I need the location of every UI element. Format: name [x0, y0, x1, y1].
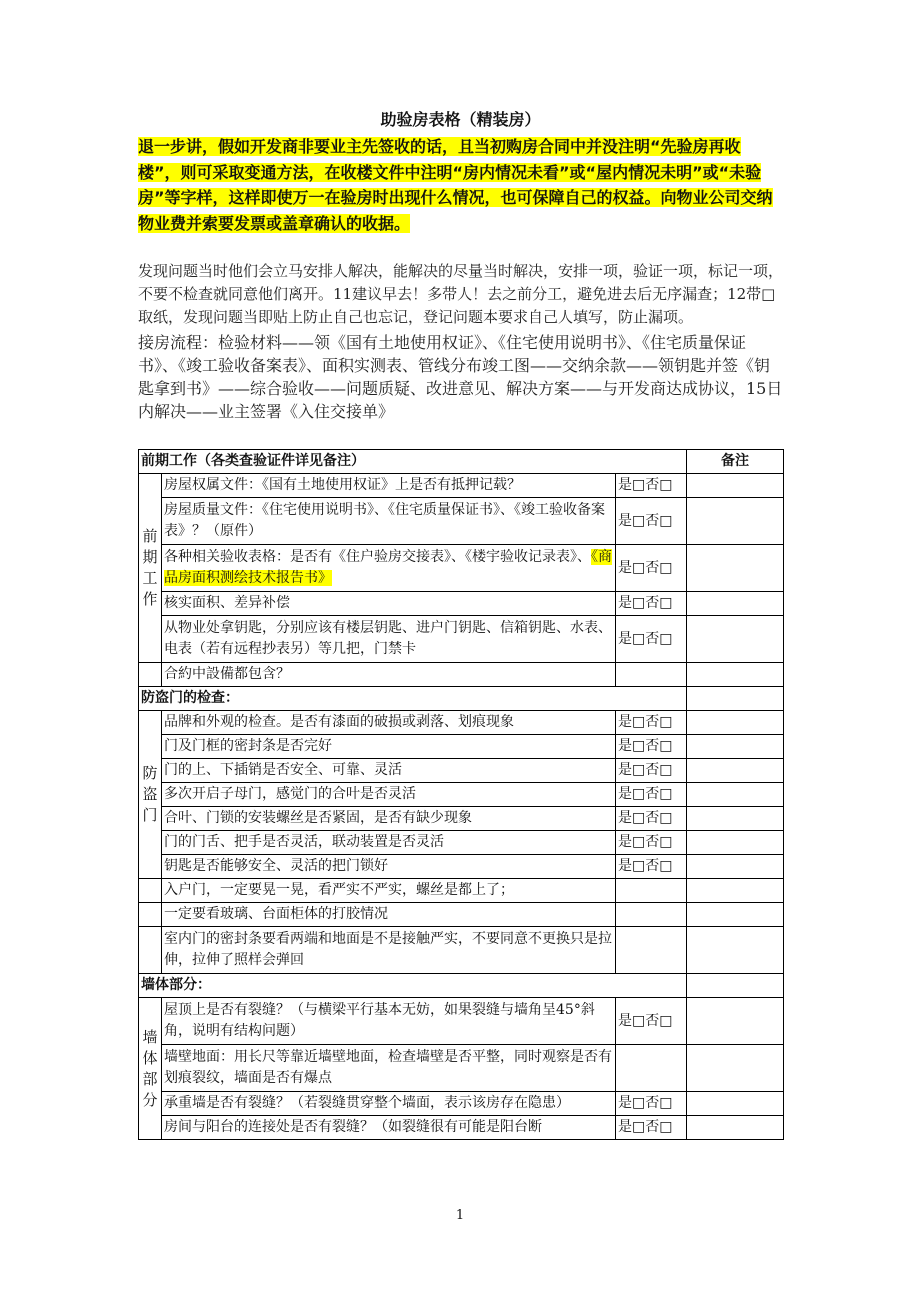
- remark-cell[interactable]: [687, 855, 784, 879]
- empty-cell: [139, 879, 162, 903]
- highlighted-report-name: 《商品房面积测绘技术报告书》: [164, 549, 612, 586]
- empty-cell: [139, 927, 162, 974]
- group-label-walls: 墙 体 部 分: [139, 998, 162, 1140]
- remark-cell[interactable]: [687, 592, 784, 616]
- check-item: 一定要看玻璃、台面柜体的打胶情况: [162, 903, 616, 927]
- remark-cell[interactable]: [687, 687, 784, 711]
- remark-cell[interactable]: [687, 545, 784, 592]
- remark-cell[interactable]: [687, 616, 784, 663]
- check-item: 合約中設備都包含？: [162, 663, 616, 687]
- remark-header: 备注: [687, 450, 784, 474]
- yes-no-checkbox[interactable]: 是□否□: [616, 759, 687, 783]
- section-header-walls: 墙体部分：: [139, 974, 687, 998]
- remark-cell[interactable]: [687, 807, 784, 831]
- yes-no-checkbox[interactable]: 是□否□: [616, 998, 687, 1045]
- yes-no-checkbox[interactable]: 是□否□: [616, 831, 687, 855]
- yes-no-checkbox[interactable]: 是□否□: [616, 855, 687, 879]
- check-item: 房屋权属文件：《国有土地使用权证》上是否有抵押记载？: [162, 474, 616, 498]
- check-item: 承重墙是否有裂缝？（若裂缝贯穿整个墙面，表示该房存在隐患）: [162, 1092, 616, 1116]
- check-item: 门及门框的密封条是否完好: [162, 735, 616, 759]
- remark-cell[interactable]: [687, 783, 784, 807]
- remark-cell[interactable]: [687, 1045, 784, 1092]
- check-item: 合叶、门锁的安装螺丝是否紧固，是否有缺少现象: [162, 807, 616, 831]
- check-item: 品牌和外观的检查。是否有漆面的破损或剥落、划痕现象: [162, 711, 616, 735]
- section-header-security-door: 防盗门的检查：: [139, 687, 687, 711]
- group-label-preliminary: 前 期 工 作: [139, 474, 162, 663]
- remark-cell[interactable]: [687, 1092, 784, 1116]
- document-body: [138, 108, 783, 423]
- group-label-security-door: 防 盗 门: [139, 711, 162, 879]
- empty-cell[interactable]: [616, 927, 687, 974]
- check-item: 房间与阳台的连接处是否有裂缝？（如裂缝很有可能是阳台断: [162, 1116, 616, 1140]
- highlighted-notice: [138, 134, 783, 236]
- empty-cell[interactable]: [616, 903, 687, 927]
- remark-cell[interactable]: [687, 831, 784, 855]
- yes-no-checkbox[interactable]: 是□否□: [616, 783, 687, 807]
- remark-cell[interactable]: [687, 1116, 784, 1140]
- yes-no-checkbox[interactable]: 是□否□: [616, 711, 687, 735]
- check-item: 墙壁地面：用长尺等靠近墙壁地面，检查墙壁是否平整，同时观察是否有划痕裂纹，墙面是否有爆点: [162, 1045, 616, 1092]
- check-item: 门的上、下插销是否安全、可靠、灵活: [162, 759, 616, 783]
- yes-no-checkbox[interactable]: 是□否□: [616, 545, 687, 592]
- check-item: 核实面积、差异补偿: [162, 592, 616, 616]
- check-item: 多次开启子母门，感觉门的合叶是否灵活: [162, 783, 616, 807]
- remark-cell[interactable]: [687, 998, 784, 1045]
- section-header-preliminary: 前期工作（各类查验证件详见备注）: [139, 450, 687, 474]
- empty-cell[interactable]: [616, 879, 687, 903]
- check-item: 屋顶上是否有裂缝？（与横梁平行基本无妨，如果裂缝与墙角呈45°斜角，说明有结构问题）: [162, 998, 616, 1045]
- remark-cell[interactable]: [687, 735, 784, 759]
- document-title: 助验房表格（精装房）: [380, 110, 541, 129]
- empty-cell[interactable]: [616, 663, 687, 687]
- yes-no-checkbox[interactable]: 是□否□: [616, 807, 687, 831]
- yes-no-checkbox[interactable]: 是□否□: [616, 1092, 687, 1116]
- check-item: 门的门舌、把手是否灵活，联动装置是否灵活: [162, 831, 616, 855]
- remark-cell[interactable]: [687, 498, 784, 545]
- empty-cell: [139, 903, 162, 927]
- page-number: 1: [455, 1208, 465, 1223]
- remark-cell[interactable]: [687, 927, 784, 974]
- remark-cell[interactable]: [687, 879, 784, 903]
- check-item: 各种相关验收表格：是否有《住户验房交接表》、《楼宇验收记录表》、《商品房面积测绘技术报告书》: [162, 545, 616, 592]
- remark-cell[interactable]: [687, 663, 784, 687]
- notice-text: 退一步讲，假如开发商非要业主先签收的话，且当初购房合同中并没注明“先验房再收楼”，则可采取变通方法，在收楼文件中注明“房内情况未看”或“屋内情况未明”或“未验房”等字样，这样即使万一在验房时出现什么情况，也可保障自己的权益。向物业公司交纳物业费并索要发票或盖章确认的收据。: [138, 137, 773, 233]
- yes-no-checkbox[interactable]: 是□否□: [616, 498, 687, 545]
- empty-cell[interactable]: [616, 1045, 687, 1092]
- yes-no-checkbox[interactable]: 是□否□: [616, 592, 687, 616]
- check-item: 从物业处拿钥匙，分别应该有楼层钥匙、进户门钥匙、信箱钥匙、水表、电表（若有远程抄表另）等几把，门禁卡: [162, 616, 616, 663]
- yes-no-checkbox[interactable]: 是□否□: [616, 735, 687, 759]
- yes-no-checkbox[interactable]: 是□否□: [616, 616, 687, 663]
- remark-cell[interactable]: [687, 474, 784, 498]
- empty-cell: [139, 663, 162, 687]
- check-item: 入户门，一定要晃一晃，看严实不严实，螺丝是都上了；: [162, 879, 616, 903]
- inspection-table: [138, 449, 784, 1140]
- remark-cell[interactable]: [687, 903, 784, 927]
- yes-no-checkbox[interactable]: 是□否□: [616, 1116, 687, 1140]
- check-item: 室内门的密封条要看两端和地面是不是接触严实，不要同意不更换只是拉伸，拉伸了照样会弹回: [162, 927, 616, 974]
- check-item: 房屋质量文件：《住宅使用说明书》、《住宅质量保证书》、《竣工验收备案表》？（原件）: [162, 498, 616, 545]
- yes-no-checkbox[interactable]: 是□否□: [616, 474, 687, 498]
- paragraph-tips: 发现问题当时他们会立马安排人解决，能解决的尽量当时解决，安排一项，验证一项，标记一项，不要不检查就同意他们离开。11建议早去！多带人！去之前分工，避免进去后无序漏查；12带□取纸，发现问题当即贴上防止自己也忘记，登记问题本要求自己人填写，防止漏项。: [138, 262, 784, 326]
- remark-cell[interactable]: [687, 711, 784, 735]
- paragraph-process: 接房流程：检验材料——领《国有土地使用权证》、《住宅使用说明书》、《住宅质量保证书》、《竣工验收备案表》、面积实测表、管线分布竣工图——交纳余款——领钥匙并签《钥匙拿到书》——综合验收——问题质疑、改进意见、解决方案——与开发商达成协议，15日内解决——业主签署《入住交接单》: [138, 333, 783, 421]
- remark-cell[interactable]: [687, 974, 784, 998]
- remark-cell[interactable]: [687, 759, 784, 783]
- check-item: 钥匙是否能够安全、灵活的把门锁好: [162, 855, 616, 879]
